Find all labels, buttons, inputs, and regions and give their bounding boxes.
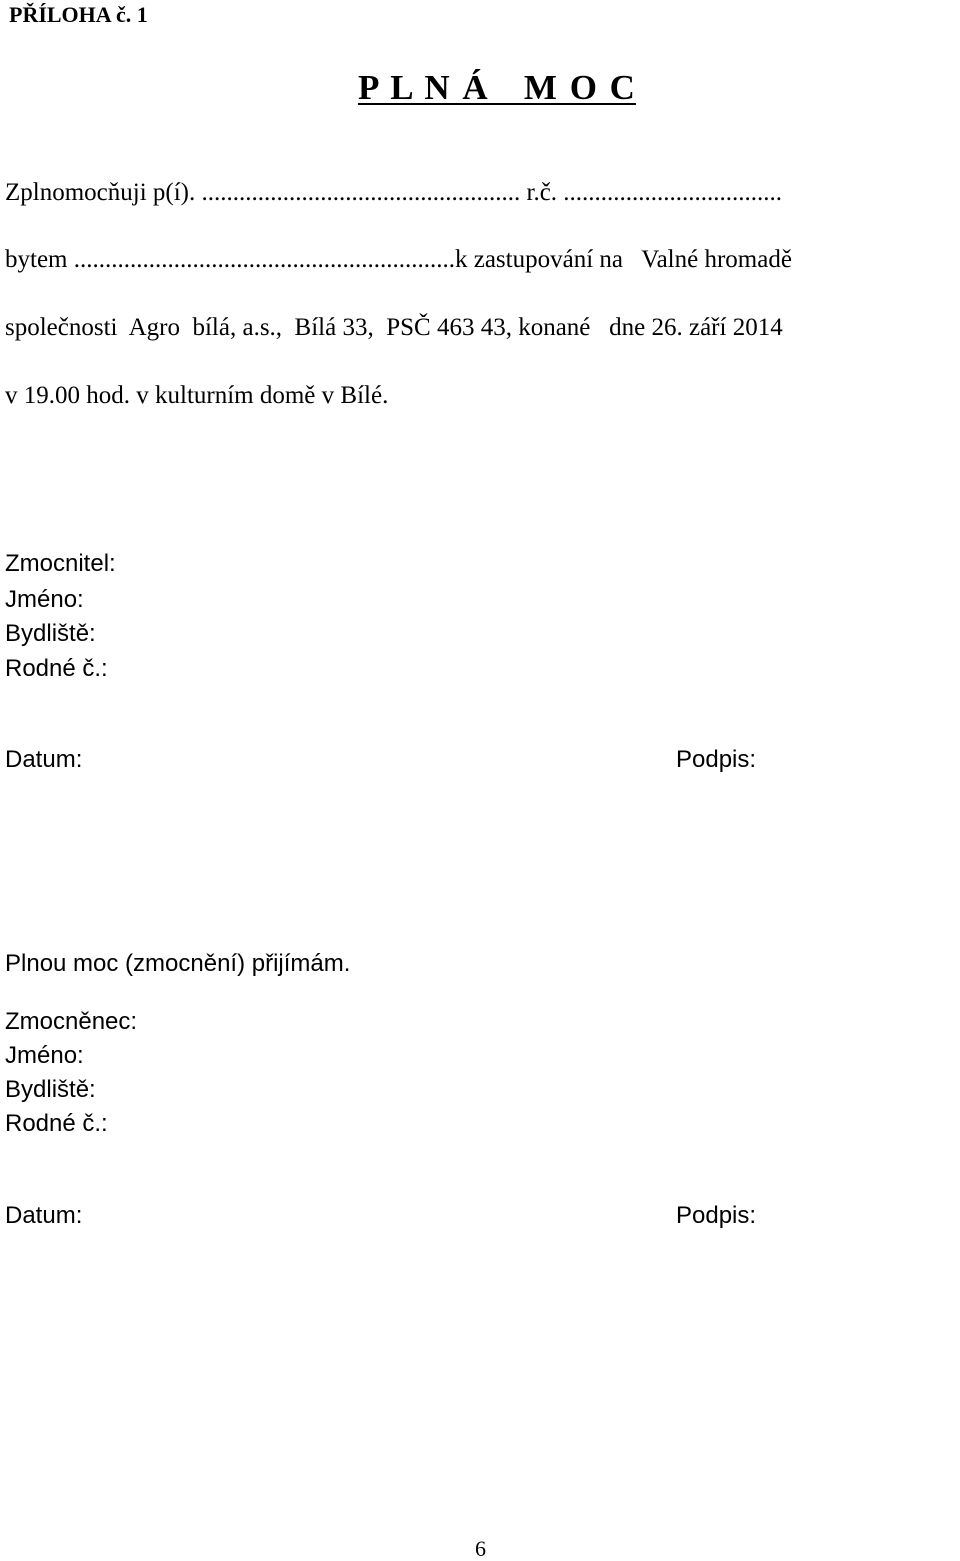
principal-address-label: Bydliště: <box>5 620 96 647</box>
agent-signature-label: Podpis: <box>676 1202 757 1229</box>
agent-date-label: Datum: <box>5 1202 83 1229</box>
authorization-line-3: společnosti Agro bílá, a.s., Bílá 33, PSČ 463 43, konané dne 26. září 2014 <box>5 314 783 341</box>
principal-name-label: Jméno: <box>5 586 84 613</box>
acceptance-statement: Plnou moc (zmocnění) přijímám. <box>5 950 351 977</box>
agent-heading: Zmocněnec: <box>5 1008 138 1035</box>
principal-signature-label: Podpis: <box>676 746 757 773</box>
page-number: 6 <box>475 1536 486 1561</box>
appendix-label: PŘÍLOHA č. 1 <box>9 2 148 27</box>
principal-heading: Zmocnitel: <box>5 550 116 577</box>
agent-id-label: Rodné č.: <box>5 1110 108 1137</box>
document-title: P L N Á M O C <box>358 68 636 107</box>
authorization-line-4: v 19.00 hod. v kulturním domě v Bílé. <box>5 382 389 409</box>
authorization-line-1: Zplnomocňuji p(í). ................................................... r.č. ................................... <box>5 179 783 206</box>
principal-date-label: Datum: <box>5 746 83 773</box>
agent-name-label: Jméno: <box>5 1042 84 1069</box>
agent-address-label: Bydliště: <box>5 1076 96 1103</box>
authorization-line-2: bytem .............................................................k zastupování na Valné hromadě <box>5 246 792 273</box>
principal-id-label: Rodné č.: <box>5 655 108 682</box>
